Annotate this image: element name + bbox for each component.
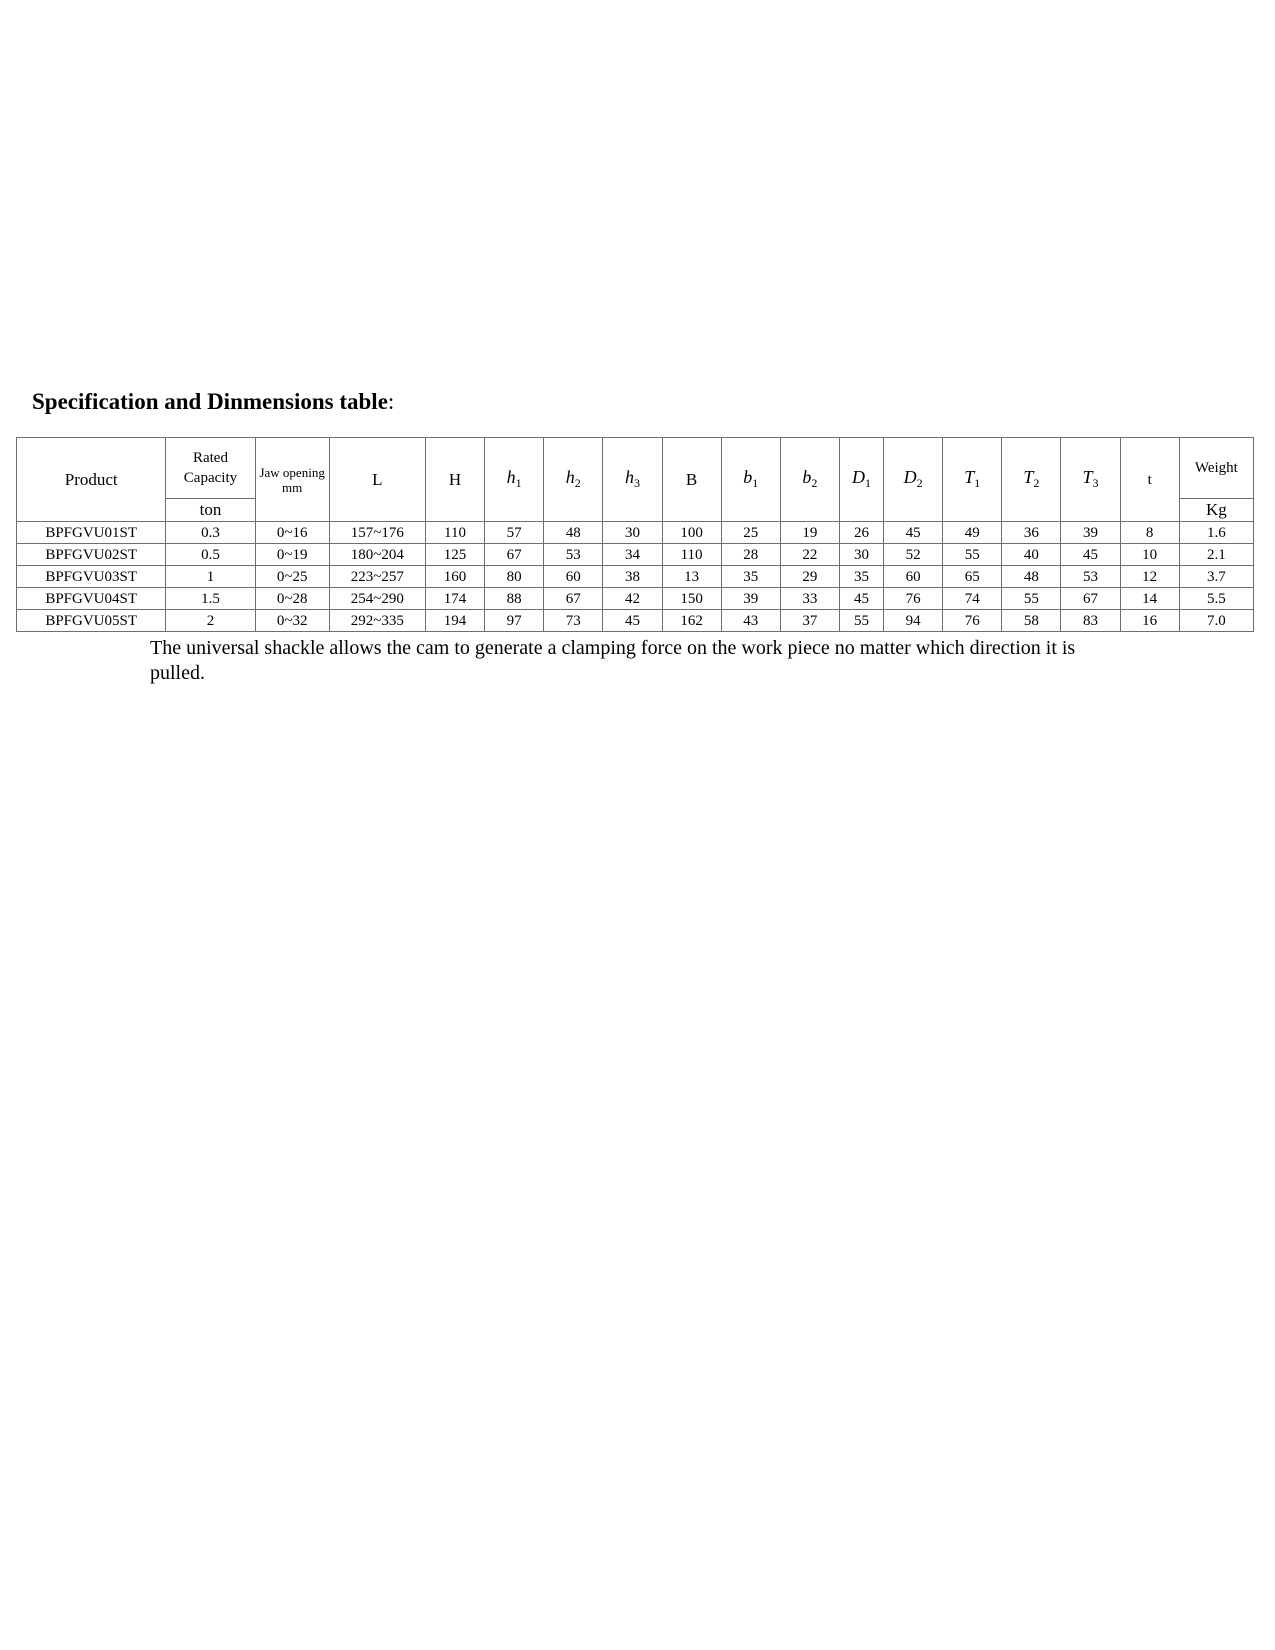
cell-jaw-opening: 0~25 [255, 566, 329, 588]
header-H: H [425, 438, 484, 522]
cell-D2: 76 [884, 588, 943, 610]
cell-T2: 40 [1002, 544, 1061, 566]
section-heading [32, 388, 394, 416]
header-row [17, 438, 1254, 499]
cell-product: BPFGVU01ST [17, 522, 166, 544]
header-t: t [1120, 438, 1179, 522]
cell-T3: 53 [1061, 566, 1120, 588]
cell-b2: 29 [780, 566, 839, 588]
cell-t: 16 [1120, 610, 1179, 632]
cell-B: 110 [662, 544, 721, 566]
cell-H: 174 [425, 588, 484, 610]
cell-rated-capacity: 0.5 [166, 544, 255, 566]
cell-h2: 60 [544, 566, 603, 588]
cell-B: 100 [662, 522, 721, 544]
cell-b1: 39 [721, 588, 780, 610]
cell-T1: 76 [943, 610, 1002, 632]
cell-T1: 55 [943, 544, 1002, 566]
cell-b2: 37 [780, 610, 839, 632]
cell-T3: 67 [1061, 588, 1120, 610]
cell-b2: 19 [780, 522, 839, 544]
cell-h2: 73 [544, 610, 603, 632]
header-T2: $T_2$ [1002, 438, 1061, 522]
header-T1: $T_1$ [943, 438, 1002, 522]
cell-h3: 42 [603, 588, 662, 610]
cell-T1: 74 [943, 588, 1002, 610]
cell-h2: 67 [544, 588, 603, 610]
cell-T3: 45 [1061, 544, 1120, 566]
cell-T3: 83 [1061, 610, 1120, 632]
cell-D2: 52 [884, 544, 943, 566]
cell-rated-capacity: 0.3 [166, 522, 255, 544]
table-row [17, 610, 1254, 632]
header-D1: $D_1$ [839, 438, 883, 522]
cell-L: 254~290 [329, 588, 425, 610]
cell-D1: 45 [839, 588, 883, 610]
cell-h3: 45 [603, 610, 662, 632]
cell-D2: 60 [884, 566, 943, 588]
heading-title: Specification and Dinmensions table [32, 389, 388, 414]
table-row [17, 544, 1254, 566]
header-T3: $T_3$ [1061, 438, 1120, 522]
cell-L: 180~204 [329, 544, 425, 566]
table-row [17, 588, 1254, 610]
cell-T2: 48 [1002, 566, 1061, 588]
cell-jaw-opening: 0~32 [255, 610, 329, 632]
cell-rated-capacity: 1.5 [166, 588, 255, 610]
cell-L: 223~257 [329, 566, 425, 588]
cell-D1: 35 [839, 566, 883, 588]
heading-colon: : [387, 389, 395, 414]
cell-H: 110 [425, 522, 484, 544]
cell-weight: 2.1 [1179, 544, 1253, 566]
cell-b1: 43 [721, 610, 780, 632]
cell-t: 12 [1120, 566, 1179, 588]
description-note: The universal shackle allows the cam to generate a clamping force on the work piece no matter which direction it is pulled. [150, 637, 1076, 684]
table-row [17, 566, 1254, 588]
cell-D1: 26 [839, 522, 883, 544]
cell-h2: 53 [544, 544, 603, 566]
cell-h1: 57 [485, 522, 544, 544]
cell-h1: 88 [485, 588, 544, 610]
cell-jaw-opening: 0~28 [255, 588, 329, 610]
cell-h3: 30 [603, 522, 662, 544]
header-capacity-unit: ton [166, 499, 255, 522]
cell-rated-capacity: 2 [166, 610, 255, 632]
cell-D2: 45 [884, 522, 943, 544]
header-rated-capacity: Rated Capacity [166, 438, 255, 499]
specification-table [16, 437, 1254, 632]
cell-B: 13 [662, 566, 721, 588]
cell-rated-capacity: 1 [166, 566, 255, 588]
cell-H: 125 [425, 544, 484, 566]
cell-b2: 22 [780, 544, 839, 566]
cell-b1: 25 [721, 522, 780, 544]
cell-T2: 36 [1002, 522, 1061, 544]
cell-h1: 80 [485, 566, 544, 588]
cell-product: BPFGVU02ST [17, 544, 166, 566]
cell-jaw-opening: 0~16 [255, 522, 329, 544]
cell-T1: 65 [943, 566, 1002, 588]
cell-product: BPFGVU05ST [17, 610, 166, 632]
cell-weight: 5.5 [1179, 588, 1253, 610]
cell-B: 150 [662, 588, 721, 610]
cell-h2: 48 [544, 522, 603, 544]
cell-L: 292~335 [329, 610, 425, 632]
cell-jaw-opening: 0~19 [255, 544, 329, 566]
cell-L: 157~176 [329, 522, 425, 544]
cell-D2: 94 [884, 610, 943, 632]
header-b1: $b_1$ [721, 438, 780, 522]
cell-T1: 49 [943, 522, 1002, 544]
cell-T2: 58 [1002, 610, 1061, 632]
cell-t: 14 [1120, 588, 1179, 610]
header-D2: $D_2$ [884, 438, 943, 522]
cell-h1: 97 [485, 610, 544, 632]
cell-product: BPFGVU04ST [17, 588, 166, 610]
cell-product: BPFGVU03ST [17, 566, 166, 588]
header-b2: $b_2$ [780, 438, 839, 522]
cell-D1: 55 [839, 610, 883, 632]
cell-b1: 28 [721, 544, 780, 566]
cell-H: 194 [425, 610, 484, 632]
cell-b1: 35 [721, 566, 780, 588]
cell-weight: 7.0 [1179, 610, 1253, 632]
header-h2: $h_2$ [544, 438, 603, 522]
cell-T3: 39 [1061, 522, 1120, 544]
cell-D1: 30 [839, 544, 883, 566]
table-row [17, 522, 1254, 544]
cell-h3: 38 [603, 566, 662, 588]
header-B: B [662, 438, 721, 522]
cell-H: 160 [425, 566, 484, 588]
cell-b2: 33 [780, 588, 839, 610]
cell-B: 162 [662, 610, 721, 632]
cell-weight: 3.7 [1179, 566, 1253, 588]
cell-T2: 55 [1002, 588, 1061, 610]
cell-h1: 67 [485, 544, 544, 566]
table-body [17, 522, 1254, 632]
cell-t: 10 [1120, 544, 1179, 566]
cell-t: 8 [1120, 522, 1179, 544]
header-weight: Weight [1179, 438, 1253, 499]
header-L: L [329, 438, 425, 522]
header-product: Product [17, 438, 166, 522]
header-weight-unit: Kg [1179, 499, 1253, 522]
header-h3: $h_3$ [603, 438, 662, 522]
cell-h3: 34 [603, 544, 662, 566]
header-jaw-opening: Jaw opening mm [255, 438, 329, 522]
header-h1: $h_1$ [485, 438, 544, 522]
cell-weight: 1.6 [1179, 522, 1253, 544]
